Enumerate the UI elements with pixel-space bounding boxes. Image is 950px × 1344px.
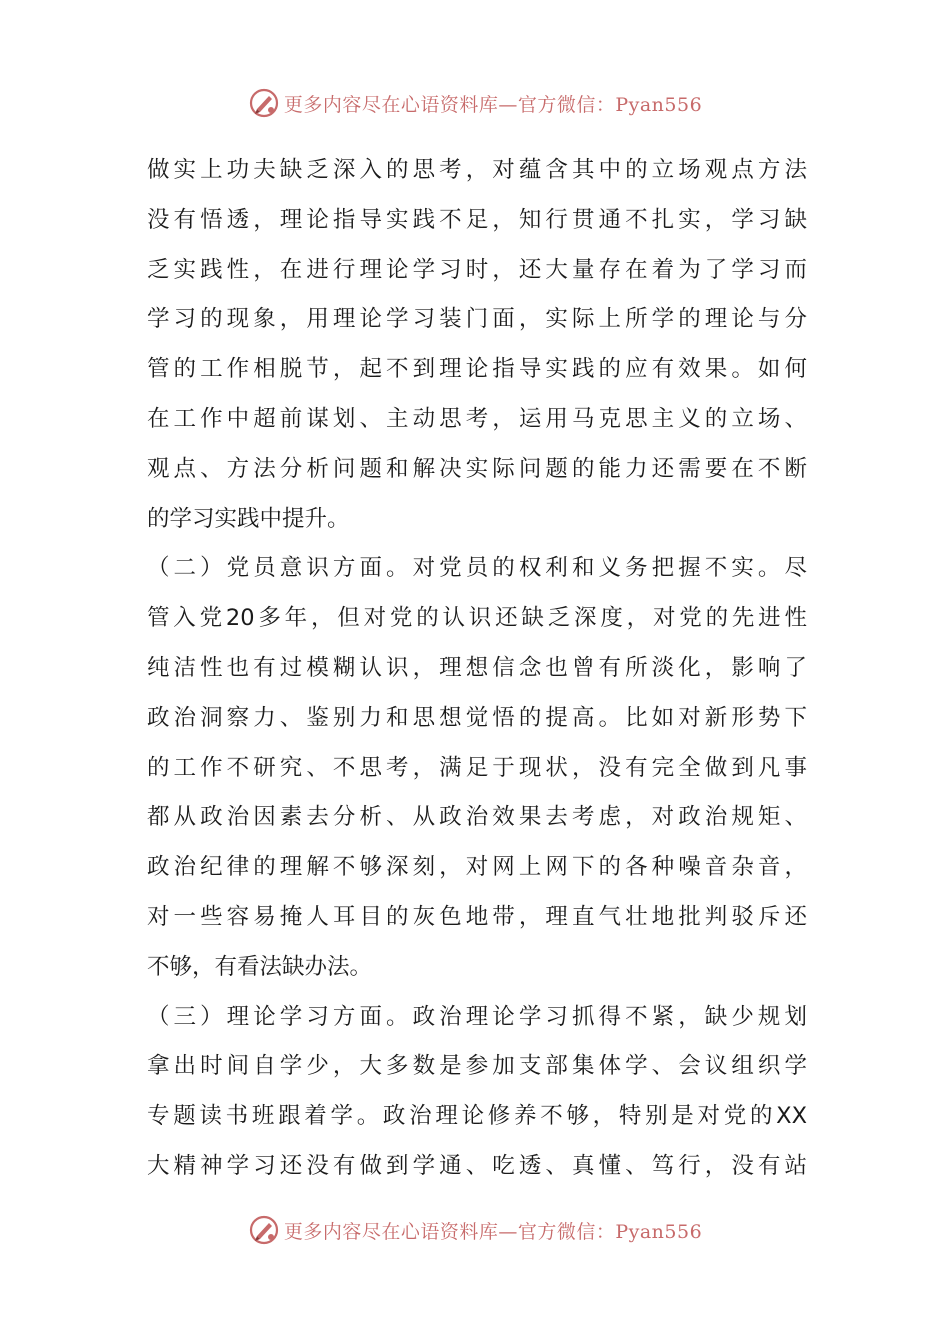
text-line: 乏实践性，在进行理论学习时，还大量存在着为了学习而: [147, 256, 807, 283]
text-line: 大精神学习还没有做到学通、吃透、真懂、笃行，没有站: [147, 1152, 807, 1179]
pen-seal-icon: [248, 87, 280, 119]
text-line: 拿出时间自学少，大多数是参加支部集体学、会议组织学: [147, 1053, 807, 1080]
text-line: 不够，有看法缺办法。: [147, 953, 373, 980]
text-line: 在工作中超前谋划、主动思考，运用马克思主义的立场、: [147, 405, 807, 432]
footer-banner: [0, 1210, 950, 1250]
pen-seal-icon: [248, 1214, 280, 1246]
text-line: （三）理论学习方面。政治理论学习抓得不紧，缺少规划: [147, 1003, 807, 1030]
footer-banner-text: 更多内容尽在心语资料库—官方微信：Pyan556: [283, 1220, 703, 1243]
text-line: 专题读书班跟着学。政治理论修养不够，特别是对党的XX: [147, 1103, 807, 1130]
text-line: 政治纪律的理解不够深刻，对网上网下的各种噪音杂音，: [147, 854, 807, 881]
text-line: 管的工作相脱节，起不到理论指导实践的应有效果。如何: [147, 356, 807, 383]
text-line: 做实上功夫缺乏深入的思考，对蕴含其中的立场观点方法: [147, 157, 807, 183]
header-banner: [0, 83, 950, 123]
text-line: 都从政治因素去分析、从政治效果去考虑，对政治规矩、: [147, 804, 807, 831]
header-banner-text: 更多内容尽在心语资料库—官方微信：Pyan556: [283, 93, 703, 116]
text-line: 没有悟透，理论指导实践不足，知行贯通不扎实，学习缺: [147, 206, 807, 233]
text-line: 纯洁性也有过模糊认识，理想信念也曾有所淡化，影响了: [147, 654, 807, 681]
text-line: （二）党员意识方面。对党员的权利和义务把握不实。尽: [147, 555, 807, 582]
text-line: 的学习实践中提升。: [147, 505, 350, 532]
text-line: 的工作不研究、不思考，满足于现状，没有完全做到凡事: [147, 754, 807, 781]
text-line: 政治洞察力、鉴别力和思想觉悟的提高。比如对新形势下: [147, 704, 807, 731]
document-body: [147, 146, 807, 1192]
text-line: 对一些容易掩人耳目的灰色地带，理直气壮地批判驳斥还: [147, 903, 807, 930]
text-line: 管入党20多年，但对党的认识还缺乏深度，对党的先进性: [147, 605, 807, 632]
text-line: 学习的现象，用理论学习装门面，实际上所学的理论与分: [147, 306, 807, 333]
text-line: 观点、方法分析问题和解决实际问题的能力还需要在不断: [147, 455, 807, 482]
